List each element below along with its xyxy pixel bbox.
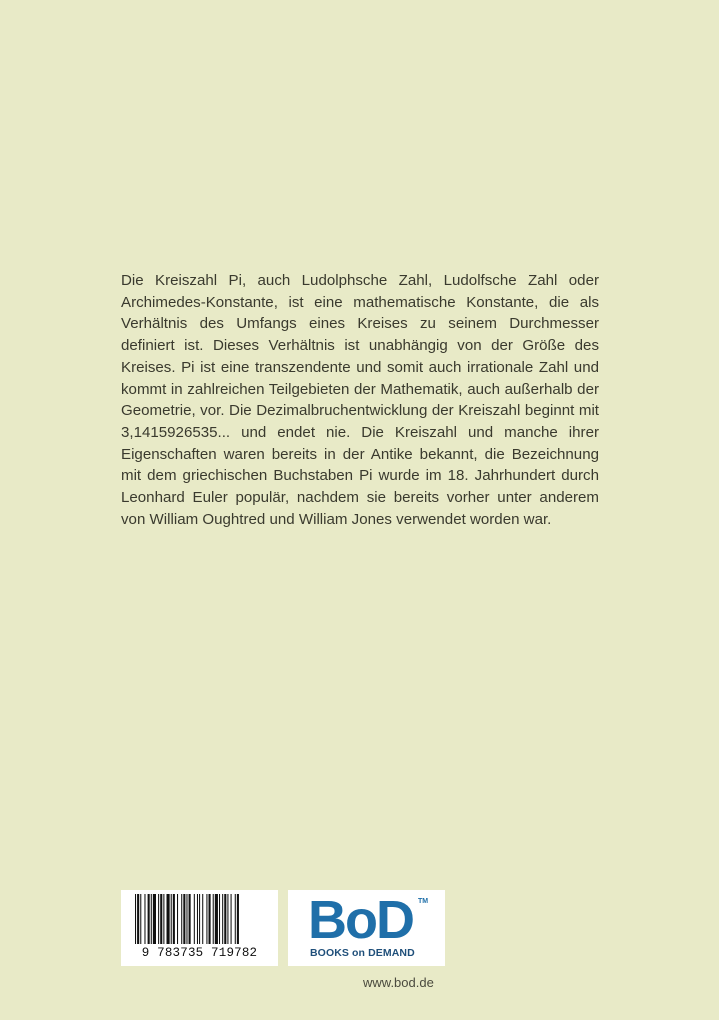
barcode-bar: [231, 894, 232, 944]
barcode-bar: [158, 894, 159, 944]
barcode-bar: [135, 894, 136, 944]
barcode-bar: [148, 894, 150, 944]
barcode-bar: [140, 894, 141, 944]
barcode-bar: [181, 894, 182, 944]
barcode-bar: [177, 894, 178, 944]
barcode-bar: [213, 894, 214, 944]
isbn-barcode: [121, 890, 278, 966]
barcode-bar: [209, 894, 211, 944]
barcode-bar: [173, 894, 175, 944]
barcode-bar: [183, 894, 185, 944]
barcode-bar: [199, 894, 200, 944]
barcode-bar: [153, 894, 156, 944]
bod-tagline: BOOKS on DEMAND: [310, 947, 415, 959]
bod-logo-mark: BoD: [308, 890, 413, 950]
barcode-bar: [197, 894, 198, 944]
barcode-bar: [237, 894, 239, 944]
barcode-bar: [219, 894, 220, 944]
barcode-bar: [137, 894, 139, 944]
barcode-bar: [222, 894, 223, 944]
trademark-symbol: TM: [418, 898, 429, 905]
barcode-bar: [167, 894, 170, 944]
barcode-bar: [224, 894, 226, 944]
publisher-website: www.bod.de: [363, 975, 434, 990]
barcode-bar: [215, 894, 218, 944]
barcode-bar: [186, 894, 187, 944]
publisher-logo: [288, 890, 445, 966]
barcode-bar: [227, 894, 228, 944]
barcode-bar: [163, 894, 164, 944]
barcode-bar: [194, 894, 195, 944]
barcode-bars: [121, 890, 278, 950]
barcode-bar: [189, 894, 191, 944]
barcode-bar: [171, 894, 172, 944]
isbn-digits: 9 783735 719782: [141, 946, 258, 960]
barcode-bar: [151, 894, 152, 944]
barcode-bar: [235, 894, 236, 944]
back-cover-blurb: Die Kreiszahl Pi, auch Ludolphsche Zahl, Ludolfsche Zahl oder Archimedes-Konstante, ist eine mathematische Konstante, die als Verhältnis des Umfangs eines Kreises zu seinem Durchmesser definiert ist. Dieses Verhältnis ist unabhängig von der Größe des Kreises. Pi ist eine transzendente und somit auch irrationale Zahl und kommt in zahlreichen Teilgebieten der Mathematik, auch außerhalb der Geometrie, vor. Die Dezimalbruchentwicklung der Kreiszahl beginnt mit 3,1415926535... und endet nie. Die Kreiszahl und manche ihrer Eigenschaften waren bereits in der Antike bekannt, die Bezeichnung mit dem griechischen Buchstaben Pi wurde im 18. Jahrhundert durch Leonhard Euler populär, nachdem sie bereits vorher unter anderem von William Oughtred und William Jones verwendet worden war.: [121, 272, 599, 528]
barcode-bar: [144, 894, 145, 944]
barcode-bar: [206, 894, 207, 944]
barcode-bar: [202, 894, 203, 944]
barcode-bar: [160, 894, 162, 944]
